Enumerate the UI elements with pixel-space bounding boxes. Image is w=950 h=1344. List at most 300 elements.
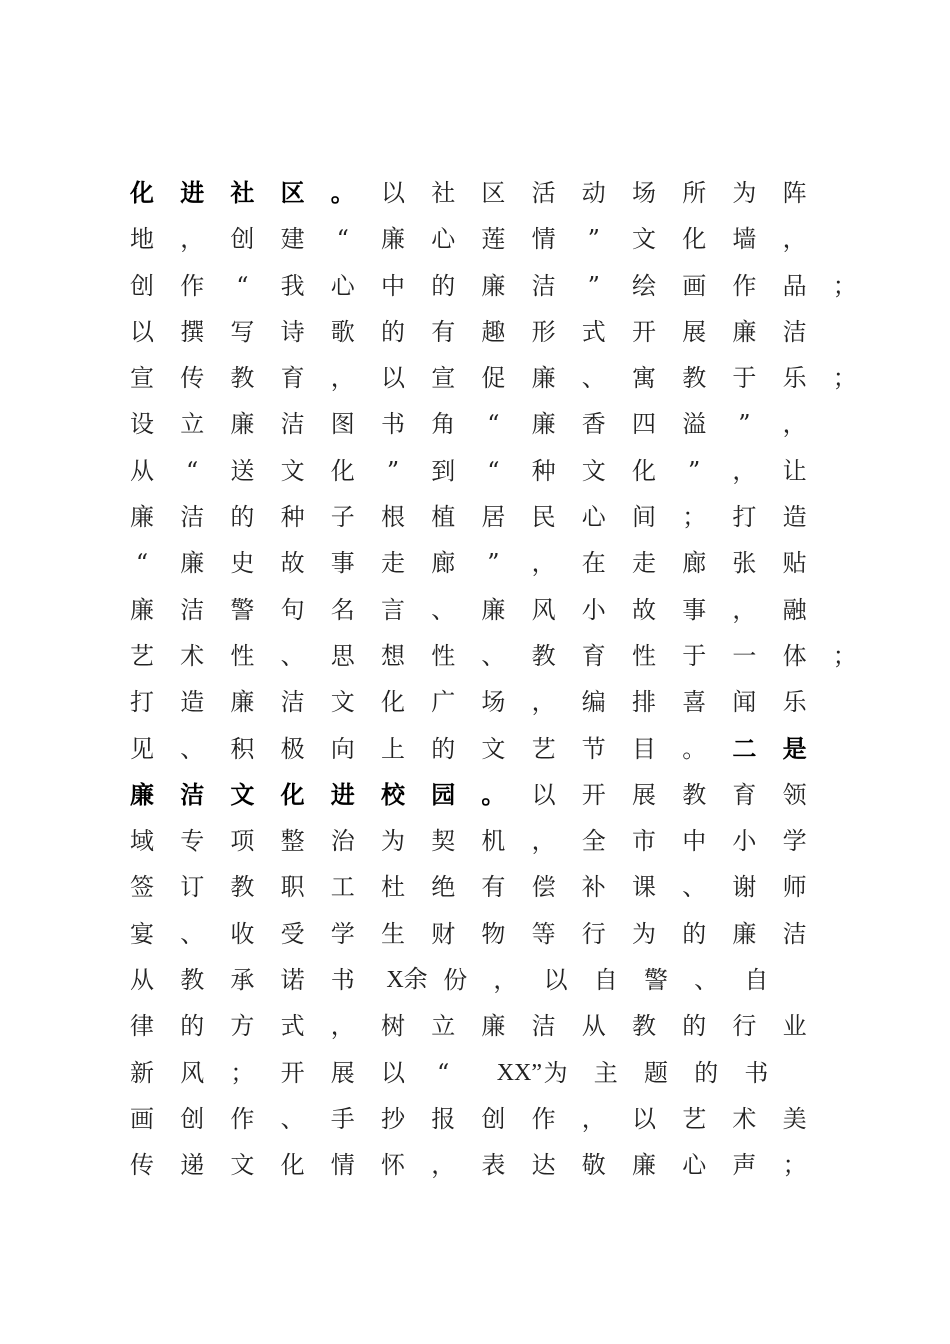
- text-char: 化: [130, 178, 154, 207]
- text-char: 的: [694, 1058, 719, 1087]
- text-char: 有: [481, 873, 506, 902]
- text-char: “: [186, 456, 199, 485]
- text-char: 种: [531, 456, 556, 485]
- text-char: ，: [531, 688, 556, 717]
- text-char: 市: [632, 827, 656, 856]
- text-char: 的: [431, 271, 456, 300]
- text-char: 艺: [682, 1104, 707, 1133]
- text-char: 、: [481, 641, 506, 670]
- text-char: 图: [330, 410, 355, 439]
- text-char: 育: [732, 780, 757, 809]
- text-char: ，: [531, 549, 556, 578]
- text-char: 。: [330, 178, 355, 207]
- text-char: 画: [682, 271, 707, 300]
- text-char: “: [336, 225, 349, 254]
- text-char: 二: [732, 733, 757, 763]
- text-char: 小: [732, 827, 757, 856]
- text-char: 教: [230, 364, 255, 393]
- text-char: 题: [644, 1058, 668, 1087]
- text-char: 。: [682, 734, 707, 763]
- text-char: 项: [230, 827, 255, 856]
- text-char: “: [135, 549, 149, 578]
- text-char: 育: [581, 641, 606, 670]
- text-char: 区: [481, 179, 506, 207]
- text-char: 专: [180, 827, 205, 856]
- text-char: 艺: [130, 641, 154, 670]
- text-char: 廉: [230, 410, 255, 439]
- text-char: 宣: [130, 364, 154, 393]
- text-char: 贴: [782, 549, 807, 578]
- text-char: 文: [330, 688, 355, 717]
- text-char: 展: [682, 317, 707, 346]
- text-char: 走: [381, 549, 405, 578]
- text-char: ，: [581, 1104, 606, 1133]
- text-char: 画: [130, 1104, 154, 1133]
- text-char: 展: [632, 780, 656, 809]
- text-char: 治: [330, 827, 355, 856]
- text-char: 子: [330, 503, 355, 532]
- text-char: 契: [431, 827, 456, 856]
- text-char: 上: [381, 734, 405, 763]
- text-char: ；: [832, 271, 857, 300]
- text-line: [128, 170, 838, 216]
- text-char: 写: [230, 317, 255, 346]
- text-char: 让: [782, 456, 807, 485]
- text-char: 文: [581, 456, 606, 485]
- text-char: 阵: [782, 179, 807, 207]
- text-char: ”: [738, 410, 751, 439]
- text-char: 的: [180, 1012, 205, 1041]
- text-char: 教: [682, 780, 707, 809]
- text-char: X余: [386, 967, 428, 994]
- text-char: 、: [180, 734, 205, 763]
- text-char: 递: [180, 1151, 205, 1180]
- text-char: 财: [431, 919, 456, 948]
- text-char: 自: [593, 966, 618, 995]
- text-char: 声: [732, 1151, 757, 1180]
- text-line: [128, 679, 838, 725]
- text-char: 间: [632, 503, 656, 532]
- text-char: ，: [732, 595, 757, 624]
- text-char: 洁: [180, 503, 205, 532]
- text-char: 洁: [531, 1012, 556, 1041]
- text-char: 廊: [431, 549, 456, 578]
- text-char: 洁: [180, 779, 205, 809]
- text-char: 谢: [732, 873, 757, 902]
- text-char: 活: [531, 179, 556, 207]
- text-char: 的: [682, 919, 707, 948]
- text-char: 化: [280, 1151, 305, 1180]
- text-char: 术: [180, 641, 205, 670]
- text-char: 作: [180, 271, 205, 300]
- text-char: ，: [782, 225, 807, 254]
- text-char: 全: [581, 827, 606, 856]
- text-char: 廊: [682, 549, 707, 578]
- text-char: 闻: [732, 688, 757, 717]
- text-char: 造: [782, 503, 807, 532]
- text-char: 场: [481, 688, 506, 717]
- text-char: 洁: [782, 317, 807, 346]
- text-char: 领: [782, 780, 807, 809]
- text-char: 教: [682, 364, 707, 393]
- text-char: ”: [587, 271, 600, 300]
- text-char: 以: [381, 179, 405, 207]
- text-char: 所: [682, 179, 707, 207]
- text-char: 廉: [732, 317, 757, 346]
- text-char: 文: [632, 225, 656, 254]
- text-char: 诺: [280, 966, 305, 995]
- text-char: 式: [581, 317, 606, 346]
- text-char: 民: [531, 503, 556, 532]
- text-char: 进: [180, 178, 205, 207]
- text-char: 的: [682, 1012, 707, 1041]
- text-char: 书: [744, 1058, 769, 1087]
- text-char: 送: [230, 456, 255, 485]
- text-char: 等: [531, 919, 556, 948]
- text-char: 作: [531, 1104, 556, 1133]
- text-char: 廉: [130, 779, 154, 809]
- text-char: 订: [180, 873, 205, 902]
- text-char: ”: [487, 549, 500, 578]
- text-line: [128, 818, 838, 864]
- text-char: 情: [330, 1151, 355, 1180]
- text-char: 化: [330, 456, 355, 485]
- text-char: 创: [180, 1104, 205, 1133]
- text-char: 式: [280, 1012, 305, 1041]
- text-char: 从: [130, 456, 154, 485]
- text-char: 以: [381, 364, 405, 393]
- text-char: 传: [130, 1151, 154, 1180]
- text-char: 想: [381, 641, 405, 670]
- text-char: 积: [230, 734, 255, 763]
- text-char: 编: [581, 688, 606, 717]
- text-char: 心: [330, 271, 355, 300]
- text-line: [128, 309, 838, 355]
- text-char: 性: [230, 641, 255, 670]
- text-char: 教: [180, 966, 205, 995]
- text-char: ；: [832, 364, 857, 393]
- text-char: 签: [130, 873, 154, 902]
- text-char: 建: [280, 225, 305, 254]
- text-char: 节: [581, 734, 606, 763]
- text-char: 业: [782, 1012, 807, 1041]
- text-char: 课: [632, 873, 656, 902]
- text-line: [128, 1142, 838, 1188]
- text-char: 事: [682, 595, 707, 624]
- text-char: 廉: [481, 1012, 506, 1041]
- text-char: 生: [381, 919, 405, 948]
- text-char: 工: [330, 873, 355, 902]
- text-char: 报: [431, 1104, 456, 1133]
- text-char: ，: [493, 966, 518, 995]
- text-line: [128, 355, 857, 401]
- text-char: 心: [682, 1151, 707, 1180]
- text-char: 作: [732, 271, 757, 300]
- text-char: 自: [744, 966, 769, 995]
- text-char: 达: [531, 1151, 556, 1180]
- text-char: 种: [280, 503, 305, 532]
- text-char: 名: [330, 595, 355, 624]
- text-char: 见: [130, 734, 154, 763]
- text-char: 极: [280, 734, 305, 763]
- text-line: [128, 1050, 838, 1096]
- text-char: 地: [130, 225, 154, 254]
- text-char: 、: [280, 641, 305, 670]
- text-char: 教: [632, 1012, 656, 1041]
- text-char: 诗: [280, 317, 305, 346]
- text-char: 社: [431, 179, 456, 207]
- text-char: “: [487, 410, 500, 439]
- text-char: 造: [180, 688, 205, 717]
- text-char: 洁: [531, 271, 556, 300]
- text-char: 墙: [732, 225, 757, 254]
- text-line: [128, 216, 838, 262]
- text-char: 从: [581, 1012, 606, 1041]
- text-char: 份: [443, 966, 468, 995]
- text-line: [128, 1003, 838, 1049]
- text-char: 设: [130, 410, 154, 439]
- text-char: 书: [381, 410, 405, 439]
- text-char: 排: [632, 688, 656, 717]
- text-char: 以: [381, 1058, 405, 1087]
- text-char: 收: [230, 919, 255, 948]
- text-line: [128, 540, 838, 586]
- text-char: 言: [381, 595, 405, 624]
- text-char: 主: [593, 1058, 618, 1087]
- text-char: 情: [531, 225, 556, 254]
- text-char: 从: [130, 966, 154, 995]
- text-char: 受: [280, 919, 305, 948]
- text-char: 补: [581, 873, 606, 902]
- text-char: 绘: [632, 271, 656, 300]
- text-char: 育: [280, 364, 305, 393]
- text-char: 律: [130, 1012, 154, 1041]
- text-char: 宴: [130, 919, 154, 948]
- text-char: 风: [180, 1058, 205, 1087]
- text-char: 承: [230, 966, 255, 995]
- text-char: 化: [381, 688, 405, 717]
- text-char: 洁: [180, 595, 205, 624]
- text-char: 、: [431, 595, 456, 624]
- text-char: 洁: [782, 919, 807, 948]
- text-char: ；: [782, 1151, 807, 1180]
- text-char: ；: [230, 1058, 255, 1087]
- text-char: 教: [230, 873, 255, 902]
- text-char: 廉: [130, 595, 154, 624]
- text-char: 物: [481, 919, 506, 948]
- text-char: 寓: [632, 364, 656, 393]
- text-char: 立: [431, 1012, 456, 1041]
- text-char: 艺: [531, 734, 556, 763]
- text-char: 向: [330, 734, 355, 763]
- text-char: 动: [581, 179, 606, 207]
- text-char: 思: [330, 641, 355, 670]
- text-line: [128, 448, 838, 494]
- text-char: 、: [280, 1104, 305, 1133]
- text-char: 开: [280, 1058, 305, 1087]
- text-line: [128, 772, 838, 818]
- text-char: 性: [632, 641, 656, 670]
- text-char: 抄: [381, 1104, 405, 1133]
- text-char: 、: [180, 919, 205, 948]
- text-char: 树: [381, 1012, 405, 1041]
- text-char: 廉: [632, 1151, 656, 1180]
- text-char: 有: [431, 317, 456, 346]
- text-char: 廉: [180, 549, 205, 578]
- text-char: 文: [230, 779, 255, 809]
- text-char: 立: [180, 410, 205, 439]
- text-char: 张: [732, 549, 757, 578]
- text-char: 根: [381, 503, 405, 532]
- text-char: 事: [330, 549, 355, 578]
- text-char: 。: [481, 779, 506, 809]
- text-char: 表: [481, 1151, 506, 1180]
- text-char: 警: [644, 966, 668, 995]
- text-char: 故: [632, 595, 656, 624]
- text-char: 宣: [431, 364, 456, 393]
- text-char: 为: [732, 179, 757, 207]
- text-char: 以: [632, 1104, 656, 1133]
- text-char: “: [236, 271, 249, 300]
- text-char: ，: [782, 410, 807, 439]
- text-char: 、: [682, 873, 707, 902]
- text-char: 以: [531, 780, 556, 809]
- text-line: [128, 633, 857, 679]
- text-char: 化: [632, 456, 656, 485]
- text-char: 行: [581, 919, 606, 948]
- text-char: 歌: [330, 317, 355, 346]
- text-char: 方: [230, 1012, 255, 1041]
- text-char: 校: [381, 779, 405, 809]
- text-char: 心: [581, 503, 606, 532]
- text-line: [128, 494, 838, 540]
- text-char: 廉: [381, 225, 405, 254]
- text-char: 警: [230, 595, 255, 624]
- text-char: 文: [280, 456, 305, 485]
- text-char: 走: [632, 549, 656, 578]
- text-line: [128, 401, 838, 447]
- text-line: [128, 911, 838, 957]
- text-char: 品: [782, 271, 807, 300]
- text-char: 于: [682, 641, 707, 670]
- text-char: ”: [688, 456, 701, 485]
- text-char: 场: [632, 179, 656, 207]
- text-char: 廉: [732, 919, 757, 948]
- text-char: 撰: [180, 317, 205, 346]
- text-char: 开: [581, 780, 606, 809]
- text-char: 书: [330, 966, 355, 995]
- text-char: 一: [732, 641, 757, 670]
- text-char: 师: [782, 873, 807, 902]
- text-char: 以: [130, 317, 154, 346]
- text-char: 杜: [381, 873, 405, 902]
- text-char: 学: [330, 919, 355, 948]
- text-char: ，: [732, 456, 757, 485]
- text-char: 怀: [381, 1151, 405, 1180]
- text-char: 整: [280, 827, 305, 856]
- text-char: 廉: [130, 503, 154, 532]
- text-char: 打: [130, 688, 154, 717]
- text-char: 我: [280, 271, 305, 300]
- text-char: 植: [431, 503, 456, 532]
- text-char: 、: [694, 966, 719, 995]
- text-char: 喜: [682, 688, 707, 717]
- text-char: 开: [632, 317, 656, 346]
- text-char: 域: [130, 827, 154, 856]
- text-char: “: [437, 1058, 450, 1087]
- text-char: 促: [481, 364, 506, 393]
- text-char: 术: [732, 1104, 757, 1133]
- text-char: 于: [732, 364, 757, 393]
- text-char: ，: [531, 827, 556, 856]
- text-char: 史: [230, 549, 255, 578]
- text-char: 广: [431, 688, 456, 717]
- text-char: 作: [230, 1104, 255, 1133]
- text-char: XX”: [496, 1059, 543, 1086]
- text-char: 体: [782, 641, 807, 670]
- text-char: 到: [431, 456, 456, 485]
- text-char: 职: [280, 873, 305, 902]
- text-char: 溢: [682, 410, 707, 439]
- text-char: 区: [280, 178, 305, 207]
- text-line: [128, 1096, 838, 1142]
- text-char: ”: [587, 225, 600, 254]
- text-char: 中: [381, 271, 405, 300]
- text-char: 手: [330, 1104, 355, 1133]
- text-char: 廉: [481, 595, 506, 624]
- text-char: 心: [431, 225, 456, 254]
- text-char: 为: [543, 1058, 568, 1087]
- text-char: 进: [330, 779, 355, 809]
- text-char: 风: [531, 595, 556, 624]
- text-char: 洁: [280, 688, 305, 717]
- text-char: ，: [180, 225, 205, 254]
- text-char: 乐: [782, 364, 807, 393]
- text-char: 创: [130, 271, 154, 300]
- text-char: 绝: [431, 873, 456, 902]
- text-char: ，: [330, 1012, 355, 1041]
- text-char: 创: [230, 225, 255, 254]
- text-char: 传: [180, 364, 205, 393]
- text-char: 中: [682, 827, 707, 856]
- text-char: ；: [832, 641, 857, 670]
- text-char: 文: [481, 734, 506, 763]
- text-char: 居: [481, 503, 506, 532]
- text-char: 句: [280, 595, 305, 624]
- text-char: 、: [581, 364, 606, 393]
- text-char: 形: [531, 317, 556, 346]
- text-char: ；: [682, 503, 707, 532]
- text-char: 莲: [481, 225, 506, 254]
- text-char: 香: [581, 410, 606, 439]
- text-char: 创: [481, 1104, 506, 1133]
- text-char: 的: [230, 503, 255, 532]
- text-char: “: [487, 456, 500, 485]
- text-char: ”: [386, 456, 400, 485]
- text-char: 展: [330, 1058, 355, 1087]
- text-char: 洁: [280, 410, 305, 439]
- text-char: 小: [581, 595, 606, 624]
- text-char: 机: [481, 827, 506, 856]
- text-char: 四: [632, 410, 656, 439]
- text-char: 学: [782, 827, 807, 856]
- text-line: [128, 726, 838, 772]
- text-char: 廉: [481, 271, 506, 300]
- text-char: 美: [782, 1104, 807, 1133]
- text-char: 为: [632, 919, 656, 948]
- text-char: 在: [581, 549, 606, 578]
- text-char: 社: [230, 178, 255, 207]
